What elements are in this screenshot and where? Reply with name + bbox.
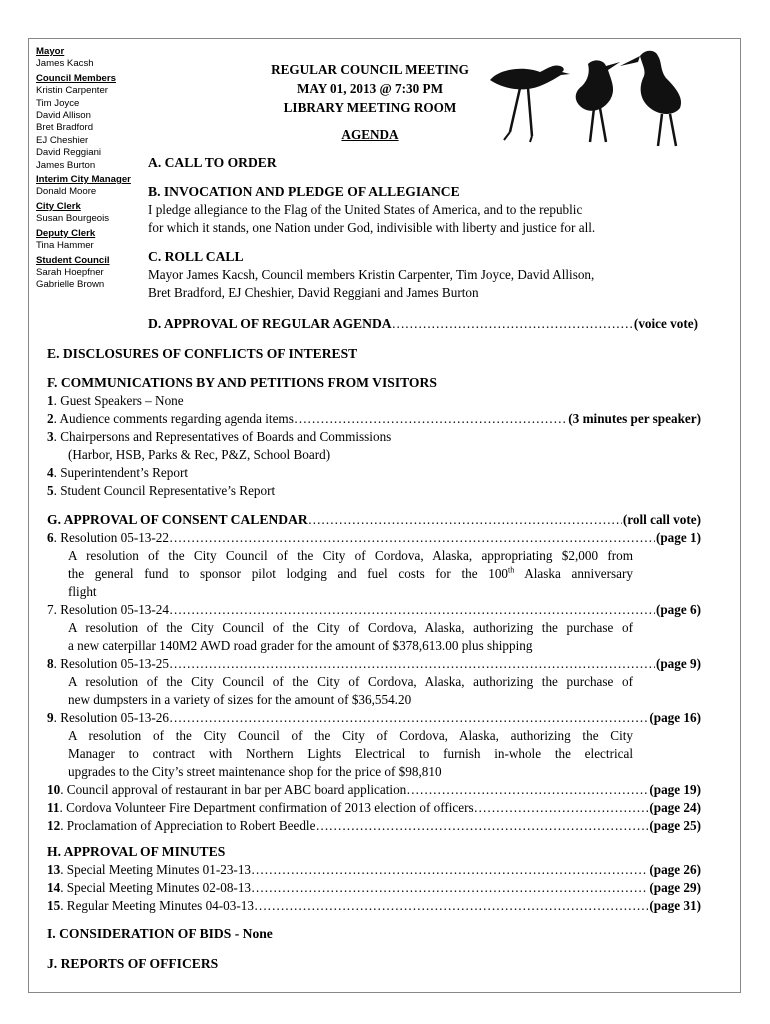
item-guest-speakers: 1. Guest Speakers – None <box>47 393 184 408</box>
item-superintendent: 4. Superintendent’s Report <box>47 465 189 480</box>
section-consent-calendar: G. APPROVAL OF CONSENT CALENDAR …………………………………………………………………………………………………………………………………………………………………………………………………………………… (roll call vote) <box>47 511 701 529</box>
section-call-to-order: A. CALL TO ORDER <box>148 155 277 170</box>
official-role: Mayor <box>36 46 65 57</box>
item-fire-department: 11 . Cordova Volunteer Fire Department confirmation of 2013 election of officers …………………………………………………………………………………………………………………………………………………………………………………………………………………… (page 24) <box>47 799 701 817</box>
item-student-council: 5. Student Council Representative’s Report <box>47 483 276 498</box>
section-reports: J. REPORTS OF OFFICERS <box>47 956 219 971</box>
official-name: Tina Hammer <box>36 240 94 252</box>
official-name: Tim Joyce <box>36 97 80 109</box>
item-minutes-04-03-13: 15 . Regular Meeting Minutes 04-03-13 …………………………………………………………………………………………………………………………………………………………………………………………………………………… (page 31) <box>47 897 701 915</box>
section-communications: F. COMMUNICATIONS BY AND PETITIONS FROM VISITORS <box>47 375 437 390</box>
official-name: David Reggiani <box>36 147 102 159</box>
resolution-22-text: A resolution of the City Council of the City of Cordova, Alaska, appropriating $2,000 from the general fund to sponsor pilot lodging and fuel costs for the 100th Alaska anniversary flight <box>68 548 634 599</box>
official-group <box>36 255 144 292</box>
official-group <box>36 201 144 226</box>
resolution-25-text: A resolution of the City Council of the City of Cordova, Alaska, authorizing the purchase of new dumpsters in a variety of sizes for the amount of $36,554.20 <box>68 674 633 707</box>
official-group <box>36 73 144 172</box>
section-approval-agenda: D. APPROVAL OF REGULAR AGENDA …………………………………………………………………………………………………………………………………………………………………………………………………………………… (voice vote) <box>148 315 698 333</box>
section-bids: I. CONSIDERATION OF BIDS - None <box>47 926 273 941</box>
item-resolution-05-13-26: 9 . Resolution 05-13-26 …………………………………………………………………………………………………………………………………………………………………………………………………………………… (page 16) <box>47 709 701 727</box>
officials-sidebar <box>36 46 144 294</box>
item-minutes-02-08-13: 14 . Special Meeting Minutes 02-08-13 …………………………………………………………………………………………………………………………………………………………………………………………………………………… (page 29) <box>47 879 701 897</box>
item-proclamation: 12 . Proclamation of Appreciation to Robert Beedle …………………………………………………………………………………………………………………………………………………………………………………………………………………… (page 25) <box>47 817 701 835</box>
official-group <box>36 46 144 71</box>
section-invocation: B. INVOCATION AND PLEDGE OF ALLEGIANCE <box>148 184 460 199</box>
shorebirds-logo <box>470 42 710 152</box>
official-role: Council Members <box>36 72 116 84</box>
official-name: Gabrielle Brown <box>36 279 105 291</box>
item-resolution-05-13-22: 6 . Resolution 05-13-22 …………………………………………………………………………………………………………………………………………………………………………………………………………………… (page 1) <box>47 529 701 547</box>
resolution-24-text: A resolution of the City Council of the City of Cordova, Alaska, authorizing the purchase of a new caterpillar 140M2 AWD road grader for the amount of $378,613.00 plus shipping <box>68 620 633 653</box>
official-role: City Clerk <box>36 200 81 212</box>
official-role: Deputy Clerk <box>36 227 96 239</box>
resolution-26-text: A resolution of the City Council of the City of Cordova, Alaska, authorizing the City Manager to contract with Northern Lights Electrical to furnish in-whole the electrical upgrades to the City’s street maintenance shop for the price of $98,810 <box>68 728 633 779</box>
official-name: Sarah Hoepfner <box>36 266 104 278</box>
pledge-text-line1: I pledge allegiance to the Flag of the United States of America, and to the republic <box>148 202 583 217</box>
item-minutes-01-23-13: 13 . Special Meeting Minutes 01-23-13 …………………………………………………………………………………………………………………………………………………………………………………………………………………… (page 26) <box>47 861 701 879</box>
official-name: James Kacsh <box>36 58 94 70</box>
meeting-date: MAY 01, 2013 @ 7:30 PM <box>296 81 444 96</box>
roll-call-line1: Mayor James Kacsh, Council members Kristin Carpenter, Tim Joyce, David Allison, <box>148 267 595 282</box>
roll-call-line2: Bret Bradford, EJ Cheshier, David Reggiani and James Burton <box>148 285 479 300</box>
section-disclosures: E. DISCLOSURES OF CONFLICTS OF INTEREST <box>47 346 358 361</box>
item-resolution-05-13-25: 8 . Resolution 05-13-25 …………………………………………………………………………………………………………………………………………………………………………………………………………………… (page 9) <box>47 655 701 673</box>
official-name: Donald Moore <box>36 186 97 198</box>
official-name: EJ Cheshier <box>36 134 89 146</box>
meeting-location: LIBRARY MEETING ROOM <box>283 100 457 115</box>
official-group <box>36 174 144 199</box>
section-roll-call: C. ROLL CALL <box>148 249 244 264</box>
meeting-header <box>250 60 490 117</box>
item-restaurant-approval: 10 . Council approval of restaurant in bar per ABC board application …………………………………………………………………………………………………………………………………………………………………………………………………………………… (page 19) <box>47 781 701 799</box>
item-chairpersons-boards: (Harbor, HSB, Parks & Rec, P&Z, School Board) <box>68 447 331 462</box>
official-role: Interim City Manager <box>36 174 131 186</box>
official-name: James Burton <box>36 159 96 171</box>
item-resolution-05-13-24: 7. Resolution 05-13-24 …………………………………………………………………………………………………………………………………………………………………………………………………………………… (page 6) <box>47 601 701 619</box>
pledge-text-line2: for which it stands, one Nation under God, indivisible with liberty and justice for all. <box>148 220 596 235</box>
agenda-title: AGENDA <box>341 127 399 142</box>
official-group <box>36 228 144 253</box>
meeting-title: REGULAR COUNCIL MEETING <box>271 62 469 77</box>
item-audience-comments: 2 . Audience comments regarding agenda items …………………………………………………………………………………………………………………………………………………………………………………………………………………… (3 minutes per speaker) <box>47 410 701 428</box>
official-name: Susan Bourgeois <box>36 213 110 225</box>
official-role: Student Council <box>36 254 110 266</box>
official-name: Kristin Carpenter <box>36 85 108 97</box>
item-chairpersons: 3. Chairpersons and Representatives of Boards and Commissions <box>47 429 392 444</box>
official-name: Bret Bradford <box>36 122 94 134</box>
section-minutes: H. APPROVAL OF MINUTES <box>47 844 226 859</box>
official-name: David Allison <box>36 110 91 122</box>
